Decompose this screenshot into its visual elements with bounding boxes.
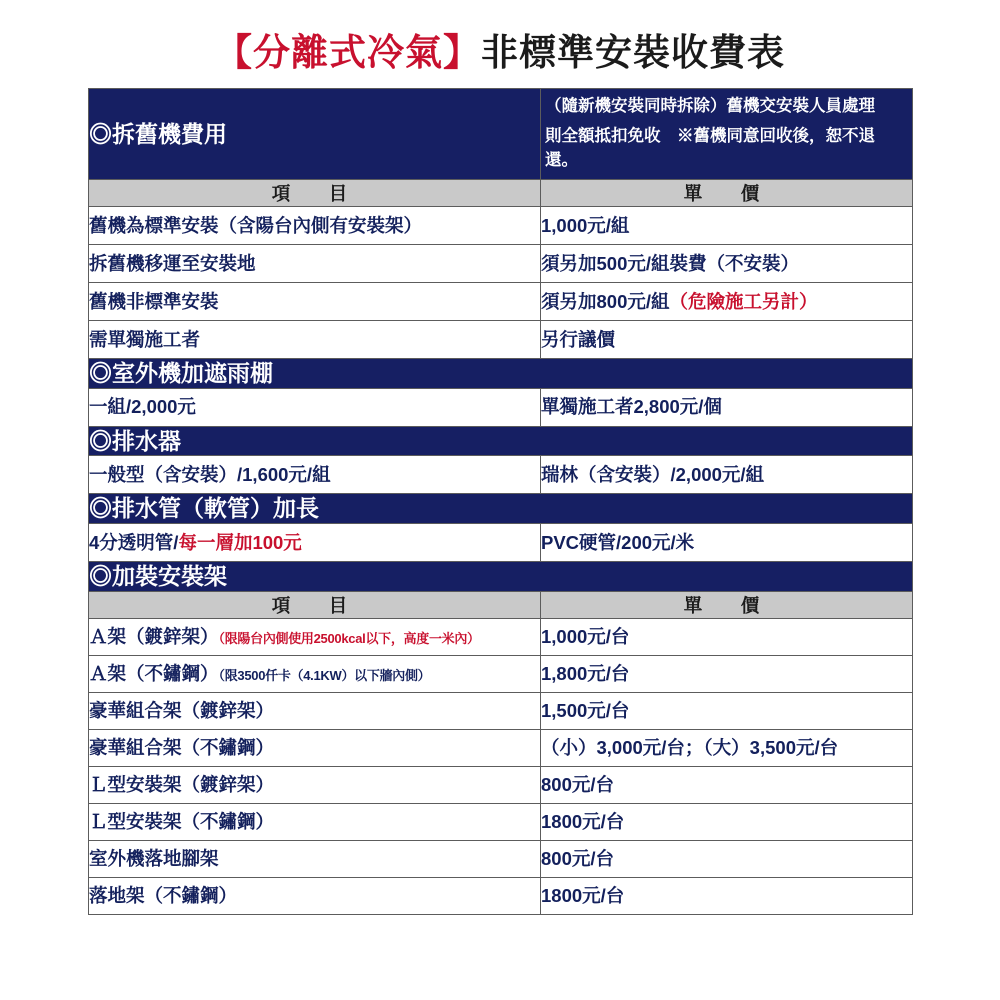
column-header-row — [89, 179, 913, 206]
row-price: 另行議價 — [541, 320, 913, 358]
section-header-row — [89, 358, 913, 388]
section-title-rain-cover: ◎室外機加遮雨棚 — [89, 358, 913, 388]
col-header-price-2: 單 價 — [541, 591, 913, 618]
row-item — [89, 655, 541, 692]
section-header-row — [89, 562, 913, 592]
row-item: 落地架（不鏽鋼） — [89, 877, 541, 914]
row-price: 1800元/台 — [541, 877, 913, 914]
table-row — [89, 655, 913, 692]
page-title — [88, 22, 912, 76]
title-red-part: 分離式冷氣 — [253, 32, 443, 73]
row-item-note: （限3500仟卡（4.1KW）以下牆內側） — [218, 668, 431, 684]
title-bracket-left: 【 — [215, 32, 253, 73]
section-header-row — [89, 426, 913, 456]
row-item: 豪華組合架（不鏽鋼） — [89, 729, 541, 766]
row-item: 一般型（含安裝）/1,600元/組 — [89, 456, 541, 494]
col-header-item-1: 項 目 — [89, 179, 541, 206]
col-header-price-1: 單 價 — [541, 179, 913, 206]
row-price: 1,000元/台 — [541, 618, 913, 655]
table-row — [89, 729, 913, 766]
section-title-drain-pipe: ◎排水管（軟管）加長 — [89, 494, 913, 524]
row-price-warning: （危險施工另計） — [669, 290, 818, 312]
table-row — [89, 803, 913, 840]
row-item — [89, 524, 541, 562]
table-row — [89, 320, 913, 358]
row-item: Ｌ型安裝架（不鏽鋼） — [89, 803, 541, 840]
table-row — [89, 877, 913, 914]
row-item: Ｌ型安裝架（鍍鋅架） — [89, 766, 541, 803]
table-row — [89, 282, 913, 320]
row-item-highlight: 每一層加100元 — [178, 531, 302, 553]
row-price: 1,800元/台 — [541, 655, 913, 692]
row-price: 800元/台 — [541, 840, 913, 877]
section-title-dismantle: ◎拆舊機費用 — [89, 89, 541, 180]
section-header-row — [89, 89, 913, 180]
note-line-1: （隨新機安裝同時拆除）舊機交安裝人員處理 — [545, 97, 875, 115]
row-price: 單獨施工者2,800元/個 — [541, 388, 913, 426]
col-header-item-2: 項 目 — [89, 591, 541, 618]
table-row — [89, 388, 913, 426]
section-note-dismantle — [541, 89, 913, 180]
title-bracket-right: 】 — [443, 32, 481, 73]
section-header-row — [89, 494, 913, 524]
row-item: 拆舊機移運至安裝地 — [89, 244, 541, 282]
row-price: （小）3,000元/台；（大）3,500元/台 — [541, 729, 913, 766]
row-price: 須另加500元/組裝費（不安裝） — [541, 244, 913, 282]
row-price — [541, 282, 913, 320]
row-price-main: 須另加800元/組 — [541, 290, 670, 312]
row-item-note: （限陽台內側使用2500kcal以下，高度一米內） — [218, 631, 480, 647]
table-row — [89, 618, 913, 655]
table-row — [89, 692, 913, 729]
table-row — [89, 206, 913, 244]
table-row — [89, 456, 913, 494]
note-line-2: 則全額抵扣免收 ※舊機同意回收後，恕不退還。 — [545, 126, 875, 169]
row-price: 1,000元/組 — [541, 206, 913, 244]
row-item: 室外機落地腳架 — [89, 840, 541, 877]
title-black-part: 非標準安裝收費表 — [481, 32, 785, 73]
price-table — [88, 88, 913, 915]
row-item-plain: 4分透明管/ — [89, 531, 179, 553]
table-row — [89, 524, 913, 562]
row-price: 1800元/台 — [541, 803, 913, 840]
row-item: 豪華組合架（鍍鋅架） — [89, 692, 541, 729]
row-item-main: Ａ架（不鏽鋼） — [89, 663, 219, 685]
section-title-drain-pump: ◎排水器 — [89, 426, 913, 456]
row-item — [89, 618, 541, 655]
row-price: PVC硬管/200元/米 — [541, 524, 913, 562]
row-price: 瑞林（含安裝）/2,000元/組 — [541, 456, 913, 494]
row-item: 舊機為標準安裝（含陽台內側有安裝架） — [89, 206, 541, 244]
table-row — [89, 244, 913, 282]
table-row — [89, 840, 913, 877]
row-price: 800元/台 — [541, 766, 913, 803]
row-item: 一組/2,000元 — [89, 388, 541, 426]
column-header-row — [89, 591, 913, 618]
row-item: 舊機非標準安裝 — [89, 282, 541, 320]
section-title-bracket: ◎加裝安裝架 — [89, 562, 913, 592]
row-price: 1,500元/台 — [541, 692, 913, 729]
table-row — [89, 766, 913, 803]
row-item: 需單獨施工者 — [89, 320, 541, 358]
row-item-main: Ａ架（鍍鋅架） — [89, 626, 219, 648]
